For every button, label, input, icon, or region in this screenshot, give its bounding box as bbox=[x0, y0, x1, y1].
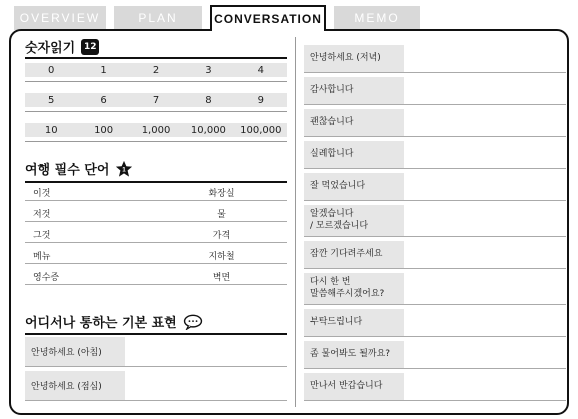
conversation-row bbox=[304, 373, 566, 401]
numbers-title: 숫자읽기 bbox=[25, 41, 76, 56]
column-divider bbox=[295, 37, 296, 407]
expression-label: 안녕하세요 (점심) bbox=[25, 371, 125, 400]
word-right: 물 bbox=[217, 209, 226, 220]
word-row bbox=[25, 247, 287, 264]
row-rule bbox=[25, 111, 287, 112]
word-right: 지하철 bbox=[208, 251, 235, 262]
phrase-label: 안녕하세요 (저녁) bbox=[304, 45, 404, 72]
expression-row bbox=[25, 337, 287, 367]
conversation-row bbox=[304, 309, 566, 337]
number-cell: 2 bbox=[152, 64, 160, 76]
word-right: 가격 bbox=[212, 230, 231, 241]
word-left: 저것 bbox=[33, 209, 51, 220]
tab-plan[interactable]: PLAN bbox=[114, 6, 202, 30]
number-row bbox=[25, 93, 287, 107]
conversation-row bbox=[304, 241, 566, 269]
word-right: 벽면 bbox=[212, 272, 231, 283]
number-cell: 6 bbox=[100, 94, 107, 106]
row-rule bbox=[25, 81, 287, 82]
conversation-row bbox=[304, 109, 566, 137]
phrase-label: 감사합니다 bbox=[304, 77, 404, 104]
conversation-row bbox=[304, 205, 566, 237]
star-icon bbox=[115, 160, 133, 178]
phrase-label: 실례합니다 bbox=[304, 141, 404, 168]
number-cell: 7 bbox=[152, 94, 160, 106]
speech-bubble-icon bbox=[183, 314, 203, 330]
expressions-top-rule bbox=[25, 333, 287, 335]
number-cell: 5 bbox=[48, 94, 55, 106]
phrase-label: 다시 한 번 말씀해주시겠어요? bbox=[304, 273, 404, 304]
conversation-row bbox=[304, 77, 566, 105]
number-cell: 1,000 bbox=[141, 124, 171, 136]
tab-memo[interactable]: MEMO bbox=[334, 6, 420, 30]
conversation-row bbox=[304, 45, 566, 73]
number-cell: 10,000 bbox=[190, 124, 226, 136]
svg-text:1: 1 bbox=[122, 166, 127, 174]
words-heading bbox=[25, 159, 133, 178]
number-cell: 100 bbox=[94, 124, 114, 136]
number-row bbox=[25, 63, 287, 77]
numbers-top-rule bbox=[25, 57, 287, 59]
word-row bbox=[25, 268, 287, 285]
phrase-label: 괜찮습니다 bbox=[304, 109, 404, 136]
word-row bbox=[25, 226, 287, 243]
number-cell: 1 bbox=[100, 64, 107, 76]
number-cell: 9 bbox=[257, 94, 265, 106]
phrase-label: 좀 물어봐도 될까요? bbox=[304, 341, 404, 368]
conversation-row bbox=[304, 173, 566, 201]
number-cell: 100,000 bbox=[240, 124, 282, 136]
conversation-row bbox=[304, 141, 566, 169]
word-left: 영수증 bbox=[33, 272, 60, 283]
tab-overview[interactable]: OVERVIEW bbox=[14, 6, 106, 30]
word-left: 그것 bbox=[33, 230, 51, 241]
expression-label: 안녕하세요 (아침) bbox=[25, 337, 125, 366]
number-cell: 4 bbox=[257, 64, 265, 76]
expressions-title: 어디서나 통하는 기본 표현 bbox=[25, 316, 177, 331]
conversation-row bbox=[304, 273, 566, 305]
phrase-label: 잠깐 기다려주세요 bbox=[304, 241, 404, 268]
numbers-heading bbox=[25, 37, 99, 56]
word-row bbox=[25, 184, 287, 201]
row-rule bbox=[25, 141, 287, 142]
phrase-label: 부탁드립니다 bbox=[304, 309, 404, 336]
word-row bbox=[25, 205, 287, 222]
word-right: 화장실 bbox=[208, 188, 235, 199]
number-cell: 10 bbox=[44, 124, 58, 136]
word-left: 이것 bbox=[33, 188, 51, 199]
phrase-label: 잘 먹었습니다 bbox=[304, 173, 404, 200]
conversation-row bbox=[304, 341, 566, 369]
words-top-rule bbox=[25, 181, 287, 183]
tab-conversation[interactable]: CONVERSATION bbox=[210, 5, 326, 31]
expression-row bbox=[25, 371, 287, 401]
number-cell: 8 bbox=[205, 94, 212, 106]
word-left: 메뉴 bbox=[33, 251, 51, 262]
words-title: 여행 필수 단어 bbox=[25, 163, 110, 178]
conversation-panel bbox=[9, 29, 569, 415]
numbers-badge: 12 bbox=[81, 39, 99, 55]
number-row bbox=[25, 123, 287, 137]
expressions-heading bbox=[25, 312, 203, 331]
number-cell: 3 bbox=[205, 64, 212, 76]
phrase-label: 만나서 반갑습니다 bbox=[304, 373, 404, 400]
phrase-label: 알겠습니다 / 모르겠습니다 bbox=[304, 205, 404, 236]
number-cell: 0 bbox=[48, 64, 55, 76]
